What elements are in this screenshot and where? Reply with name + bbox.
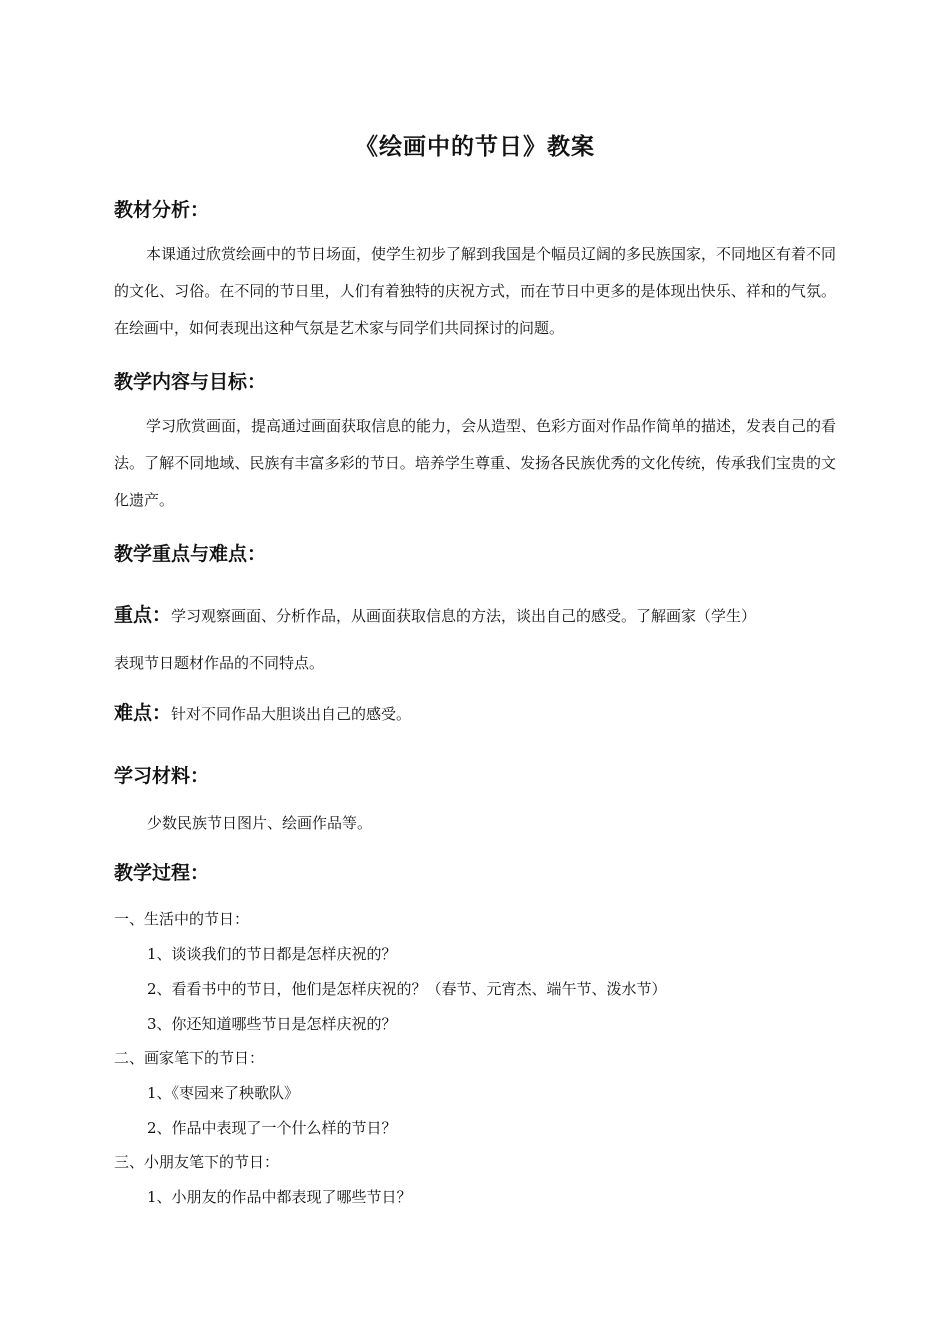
key-point-text: 学习观察画面、分析作品，从画面获取信息的方法，谈出自己的感受。了解画家（学生）	[171, 607, 757, 625]
list-item: 1、小朋友的作品中都表现了哪些节日？	[147, 1188, 412, 1206]
list-item: 2、作品中表现了一个什么样的节日？	[147, 1119, 397, 1137]
key-point-label: 重点：	[114, 604, 172, 626]
difficulty-label: 难点：	[114, 702, 172, 724]
difficulty-line	[114, 698, 411, 725]
heading-materials: 学习材料：	[114, 765, 210, 787]
paragraph-content-goals: 学习欣赏画面，提高通过画面获取信息的能力，会从造型、色彩方面对作品作简单的描述，发表自己的看法。了解不同地域、民族有丰富多彩的节日。培养学生尊重、发扬各民族优秀的文化传统，传承我们宝贵的文化遗产。	[114, 417, 837, 509]
list-item: 2、看看书中的节日，他们是怎样庆祝的？（春节、元宵杰、端午节、泼水节）	[147, 980, 667, 998]
paragraph-materials: 少数民族节日图片、绘画作品等。	[147, 814, 373, 832]
heading-key-points: 教学重点与难点：	[114, 543, 267, 565]
process-part-1: 一、生活中的节日：	[114, 910, 250, 928]
heading-content-goals: 教学内容与目标：	[114, 371, 267, 393]
key-point-text-continued: 表现节日题材作品的不同特点。	[114, 654, 325, 672]
process-part-3: 三、小朋友笔下的节日：	[114, 1153, 280, 1171]
document-title: 《绘画中的节日》教案	[355, 134, 595, 160]
key-point-line	[114, 600, 756, 627]
paragraph-analysis: 本课通过欣赏绘画中的节日场面，使学生初步了解到我国是个幅员辽阔的多民族国家，不同地区有着不同的文化、习俗。在不同的节日里，人们有着独特的庆祝方式，而在节日中更多的是体现出快乐、祥和的气氛。在绘画中，如何表现出这种气氛是艺术家与同学们共同探讨的问题。	[114, 245, 837, 337]
list-item: 1、谈谈我们的节日都是怎样庆祝的？	[147, 945, 397, 963]
difficulty-text: 针对不同作品大胆谈出自己的感受。	[171, 705, 412, 723]
process-part-2: 二、画家笔下的节日：	[114, 1049, 265, 1067]
heading-analysis: 教材分析：	[114, 199, 210, 221]
list-item: 3、你还知道哪些节日是怎样庆祝的？	[147, 1015, 397, 1033]
heading-process: 教学过程：	[114, 862, 210, 884]
list-item: 1、《枣园来了秧歌队》	[147, 1084, 300, 1102]
